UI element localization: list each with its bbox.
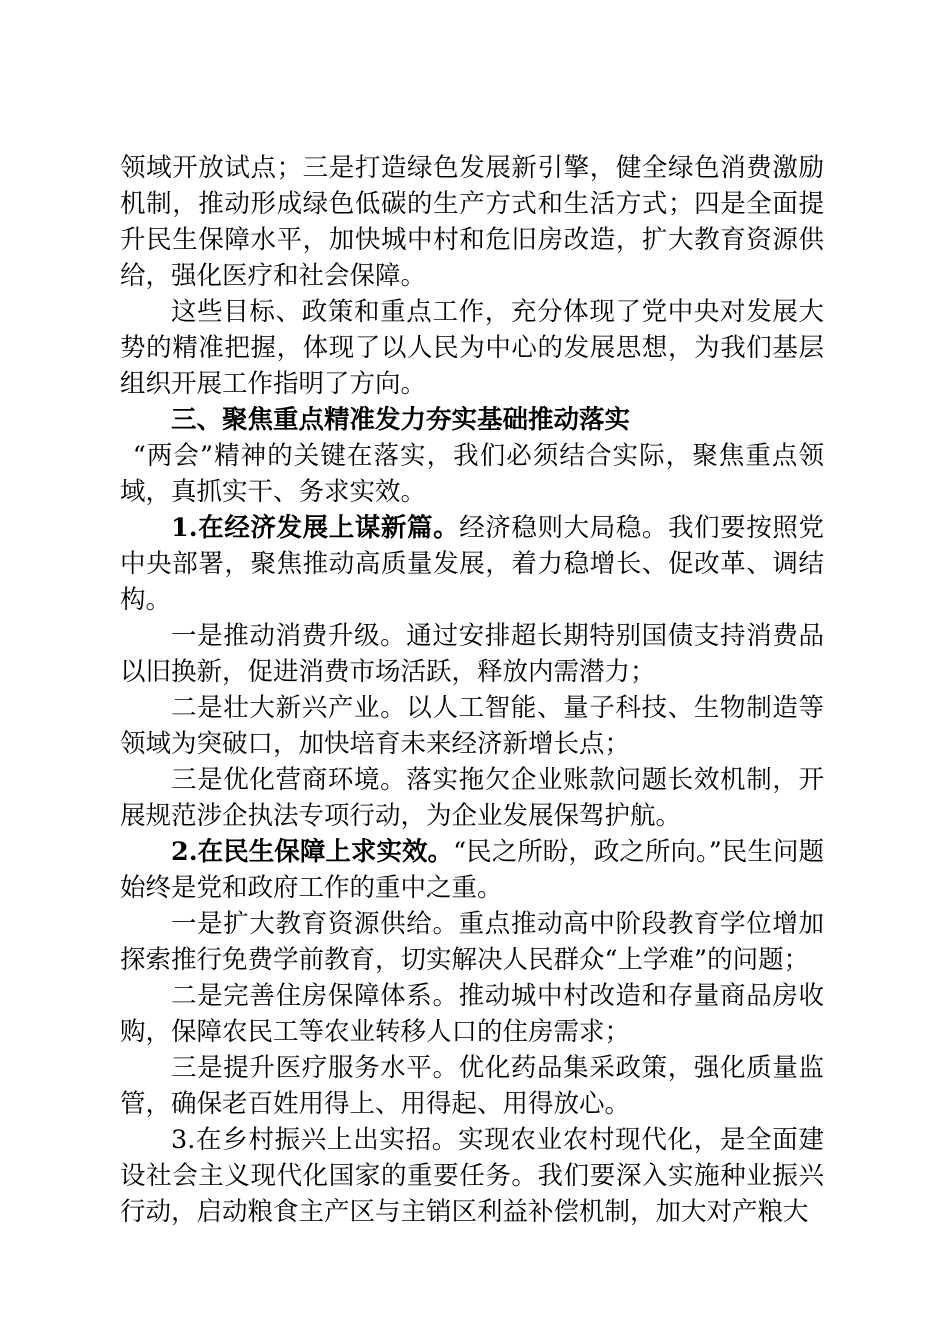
paragraph-item (120, 1050, 824, 1122)
paragraph-text: “民之所盼，政之所向。”民生问题始终是党和政府工作的重中之重。 (120, 837, 825, 903)
paragraph-item (120, 690, 824, 762)
paragraph-text: 领域开放试点；三是打造绿色发展新引擎，健全绿色消费激励机制，推动形成绿色低碳的生产方式和生活方式；四是全面提升民生保障水平，加快城中村和危旧房改造，扩大教育资源供给，强化医疗和社会保障。 (120, 153, 824, 291)
paragraph-economy (120, 510, 824, 618)
paragraph-text: 一是推动消费升级。通过安排超长期特别国债支持消费品以旧换新，促进消费市场活跃，释放内需潜力； (120, 621, 824, 687)
paragraph-item (120, 762, 824, 834)
paragraph-text: 这些目标、政策和重点工作，充分体现了党中央对发展大势的精准把握，体现了以人民为中心的发展思想，为我们基层组织开展工作指明了方向。 (120, 297, 824, 399)
paragraph-text: 二是完善住房保障体系。推动城中村改造和存量商品房收购，保障农民工等农业转移人口的住房需求； (120, 981, 824, 1047)
paragraph-item (120, 618, 824, 690)
paragraph-rural (120, 1122, 824, 1230)
paragraph-livelihood (120, 834, 824, 906)
paragraph-text: 三是提升医疗服务水平。优化药品集采政策，强化质量监管，确保老百姓用得上、用得起、用得放心。 (120, 1053, 824, 1119)
paragraph-text: “两会”精神的关键在落实，我们必须结合实际，聚焦重点领域，真抓实干、务求实效。 (120, 441, 824, 507)
section-heading (120, 402, 824, 438)
paragraph-continuation (120, 150, 824, 294)
paragraph-text: 一是扩大教育资源供给。重点推动高中阶段教育学位增加探索推行免费学前教育，切实解决人民群众“上学难”的问题； (120, 909, 824, 975)
paragraph-intro (120, 438, 824, 510)
paragraph-summary (120, 294, 824, 402)
paragraph-lead: 2.在民生保障上求实效。 (171, 837, 454, 867)
paragraph-text: 三是优化营商环境。落实拖欠企业账款问题长效机制，开展规范涉企执法专项行动，为企业发展保驾护航。 (120, 765, 824, 831)
section-heading-text: 三、聚焦重点精准发力夯实基础推动落实 (171, 405, 631, 435)
document-body (120, 150, 824, 1230)
paragraph-text: 经济稳则大局稳。我们要按照党中央部署，聚焦推动高质量发展，着力稳增长、促改革、调结构。 (120, 513, 824, 615)
paragraph-text: 3.在乡村振兴上出实招。实现农业农村现代化，是全面建设社会主义现代化国家的重要任务。我们要深入实施种业振兴行动，启动粮食主产区与主销区利益补偿机制，加大对产粮大 (120, 1125, 824, 1227)
paragraph-item (120, 906, 824, 978)
paragraph-text: 二是壮大新兴产业。以人工智能、量子科技、生物制造等领域为突破口，加快培育未来经济新增长点； (120, 693, 824, 759)
paragraph-item (120, 978, 824, 1050)
paragraph-lead: 1.在经济发展上谋新篇。 (171, 513, 460, 543)
